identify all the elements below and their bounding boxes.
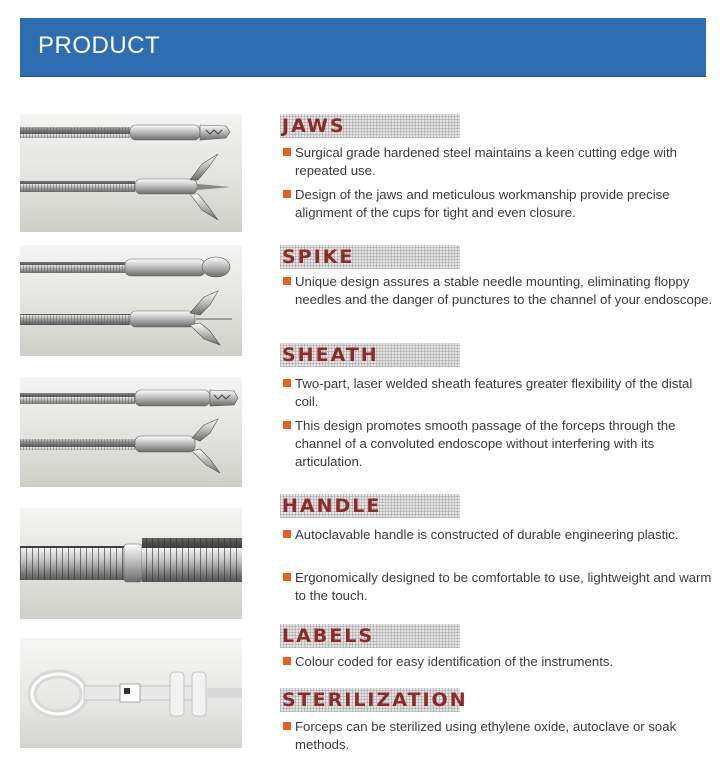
section-title-sterilization: STERILIZATION [282, 689, 468, 711]
section-title-spike: SPIKE [280, 245, 460, 269]
list-item: Design of the jaws and meticulous workmanship provide precise alignment of the cups for tight and even closure. [283, 186, 713, 222]
section-title-jaws: JAWS [280, 114, 460, 138]
list-item: Surgical grade hardened steel maintains a keen cutting edge with repeated use. [283, 144, 713, 180]
bullet-square-icon [283, 722, 291, 730]
section-title-labels: LABELS [280, 624, 460, 648]
section-title-sheath: SHEATH [280, 343, 460, 367]
bullet-square-icon [283, 657, 291, 665]
handle-photo [20, 508, 242, 619]
section-title-handle: HANDLE [280, 494, 460, 518]
list-item: Autoclavable handle is constructed of durable engineering plastic. [283, 526, 713, 544]
sheath-photo [20, 377, 242, 487]
sheath-forceps-image [20, 377, 242, 487]
labels-photo [20, 638, 242, 748]
list-item: Ergonomically designed to be comfortable to use, lightweight and warm to the touch. [283, 569, 713, 605]
list-item: Two-part, laser welded sheath features greater flexibility of the distal coil. [283, 375, 713, 411]
page-title: PRODUCT [38, 32, 161, 59]
list-item: Colour coded for easy identification of the instruments. [283, 653, 713, 671]
list-item: Unique design assures a stable needle mounting, eliminating floppy needles and the danger of punctures to the channel of your endoscope. [283, 273, 713, 309]
spike-forceps-image [20, 245, 242, 356]
bullet-square-icon [283, 379, 291, 387]
bullet-square-icon [283, 530, 291, 538]
bullet-square-icon [283, 277, 291, 285]
spike-photo [20, 245, 242, 356]
coil-closeup-image [20, 508, 242, 619]
jaws-photo [20, 114, 242, 232]
list-item: Forceps can be sterilized using ethylene oxide, autoclave or soak methods. [283, 718, 713, 754]
bullet-square-icon [283, 421, 291, 429]
jaws-forceps-image [20, 114, 242, 232]
bullet-square-icon [283, 190, 291, 198]
bullet-square-icon [283, 148, 291, 156]
list-item: This design promotes smooth passage of the forceps through the channel of a convoluted endoscope without interfering with its articulation. [283, 417, 713, 471]
header-bar [20, 18, 706, 76]
handle-ring-image [20, 638, 242, 748]
bullet-square-icon [283, 573, 291, 581]
